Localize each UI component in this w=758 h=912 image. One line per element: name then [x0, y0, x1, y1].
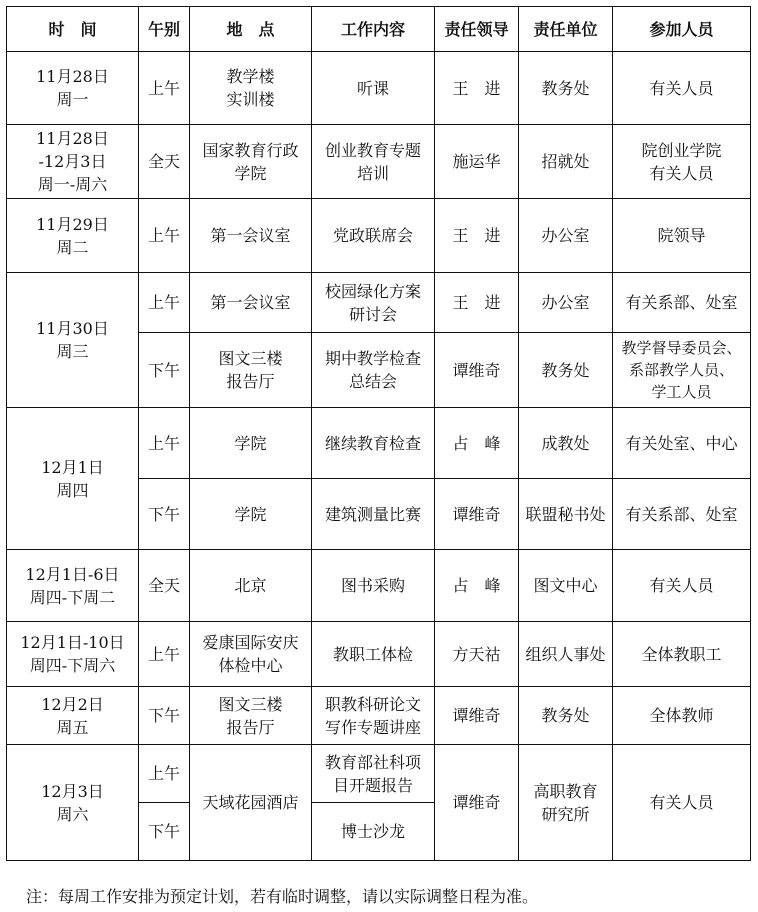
table-row — [7, 52, 751, 125]
cell-period: 全天 — [139, 550, 190, 622]
cell-content: 教育部社科项 目开题报告 — [312, 745, 435, 803]
cell-content: 教职工体检 — [312, 622, 435, 687]
header-leader: 责任领导 — [435, 7, 519, 52]
cell-unit: 教务处 — [519, 333, 613, 408]
cell-period: 上午 — [139, 199, 190, 273]
cell-content: 校园绿化方案 研讨会 — [312, 273, 435, 333]
cell-leader: 方天祜 — [435, 622, 519, 687]
cell-unit: 招就处 — [519, 125, 613, 199]
cell-period: 下午 — [139, 479, 190, 550]
cell-place: 第一会议室 — [190, 199, 312, 273]
table-row — [7, 550, 751, 622]
cell-place: 图文三楼 报告厅 — [190, 333, 312, 408]
cell-leader: 王 进 — [435, 199, 519, 273]
cell-place: 图文三楼 报告厅 — [190, 687, 312, 745]
cell-place: 爱康国际安庆 体检中心 — [190, 622, 312, 687]
table-row — [7, 622, 751, 687]
cell-leader: 谭维奇 — [435, 687, 519, 745]
table-row — [7, 687, 751, 745]
cell-content: 党政联席会 — [312, 199, 435, 273]
cell-place: 教学楼 实训楼 — [190, 52, 312, 125]
cell-content: 建筑测量比赛 — [312, 479, 435, 550]
cell-unit: 办公室 — [519, 199, 613, 273]
header-content: 工作内容 — [312, 7, 435, 52]
cell-time: 12月1日-10日 周四-下周六 — [7, 622, 139, 687]
cell-leader: 施运华 — [435, 125, 519, 199]
cell-period: 下午 — [139, 333, 190, 408]
cell-period: 下午 — [139, 687, 190, 745]
cell-people: 有关系部、处室 — [613, 273, 751, 333]
cell-content: 博士沙龙 — [312, 803, 435, 861]
header-period: 午别 — [139, 7, 190, 52]
cell-unit: 组织人事处 — [519, 622, 613, 687]
cell-time: 11月29日 周二 — [7, 199, 139, 273]
cell-place: 天域花园酒店 — [190, 745, 312, 861]
cell-people: 全体教职工 — [613, 622, 751, 687]
cell-time: 12月1日-6日 周四-下周二 — [7, 550, 139, 622]
cell-people: 院创业学院 有关人员 — [613, 125, 751, 199]
cell-content: 图书采购 — [312, 550, 435, 622]
cell-unit: 高职教育 研究所 — [519, 745, 613, 861]
header-time: 时 间 — [7, 7, 139, 52]
schedule-table — [6, 6, 751, 861]
cell-unit: 联盟秘书处 — [519, 479, 613, 550]
cell-people: 有关人员 — [613, 550, 751, 622]
table-row — [7, 125, 751, 199]
table-row — [7, 408, 751, 479]
cell-time: 12月2日 周五 — [7, 687, 139, 745]
footnote: 注：每周工作安排为预定计划，若有临时调整，请以实际调整日程为准。 — [26, 887, 539, 906]
header-people: 参加人员 — [613, 7, 751, 52]
cell-unit: 成教处 — [519, 408, 613, 479]
cell-leader: 谭维奇 — [435, 479, 519, 550]
cell-place: 学院 — [190, 479, 312, 550]
cell-content: 继续教育检查 — [312, 408, 435, 479]
cell-time: 11月28日 周一 — [7, 52, 139, 125]
header-place: 地 点 — [190, 7, 312, 52]
cell-time: 11月30日 周三 — [7, 273, 139, 408]
cell-place: 第一会议室 — [190, 273, 312, 333]
cell-leader: 占 峰 — [435, 408, 519, 479]
cell-period: 上午 — [139, 622, 190, 687]
table-row — [7, 199, 751, 273]
cell-people: 院领导 — [613, 199, 751, 273]
cell-content: 职教科研论文 写作专题讲座 — [312, 687, 435, 745]
cell-leader: 王 进 — [435, 52, 519, 125]
cell-people: 教学督导委员会、 系部教学人员、 学工人员 — [613, 333, 751, 408]
cell-place: 北京 — [190, 550, 312, 622]
cell-leader: 占 峰 — [435, 550, 519, 622]
table-row — [7, 745, 751, 803]
cell-leader: 王 进 — [435, 273, 519, 333]
cell-time: 12月3日 周六 — [7, 745, 139, 861]
cell-place: 国家教育行政 学院 — [190, 125, 312, 199]
cell-period: 下午 — [139, 803, 190, 861]
cell-period: 上午 — [139, 745, 190, 803]
cell-people: 有关系部、处室 — [613, 479, 751, 550]
header-unit: 责任单位 — [519, 7, 613, 52]
cell-time: 11月28日 -12月3日 周一-周六 — [7, 125, 139, 199]
cell-place: 学院 — [190, 408, 312, 479]
table-row — [7, 273, 751, 333]
cell-period: 上午 — [139, 52, 190, 125]
cell-leader: 谭维奇 — [435, 745, 519, 861]
cell-people: 有关处室、中心 — [613, 408, 751, 479]
cell-people: 有关人员 — [613, 52, 751, 125]
cell-unit: 图文中心 — [519, 550, 613, 622]
cell-content: 听课 — [312, 52, 435, 125]
cell-unit: 办公室 — [519, 273, 613, 333]
cell-unit: 教务处 — [519, 687, 613, 745]
cell-unit: 教务处 — [519, 52, 613, 125]
cell-content: 创业教育专题 培训 — [312, 125, 435, 199]
header-row — [7, 7, 751, 52]
cell-period: 全天 — [139, 125, 190, 199]
cell-time: 12月1日 周四 — [7, 408, 139, 550]
cell-leader: 谭维奇 — [435, 333, 519, 408]
cell-period: 上午 — [139, 273, 190, 333]
cell-people: 有关人员 — [613, 745, 751, 861]
cell-period: 上午 — [139, 408, 190, 479]
cell-people: 全体教师 — [613, 687, 751, 745]
cell-content: 期中教学检查 总结会 — [312, 333, 435, 408]
